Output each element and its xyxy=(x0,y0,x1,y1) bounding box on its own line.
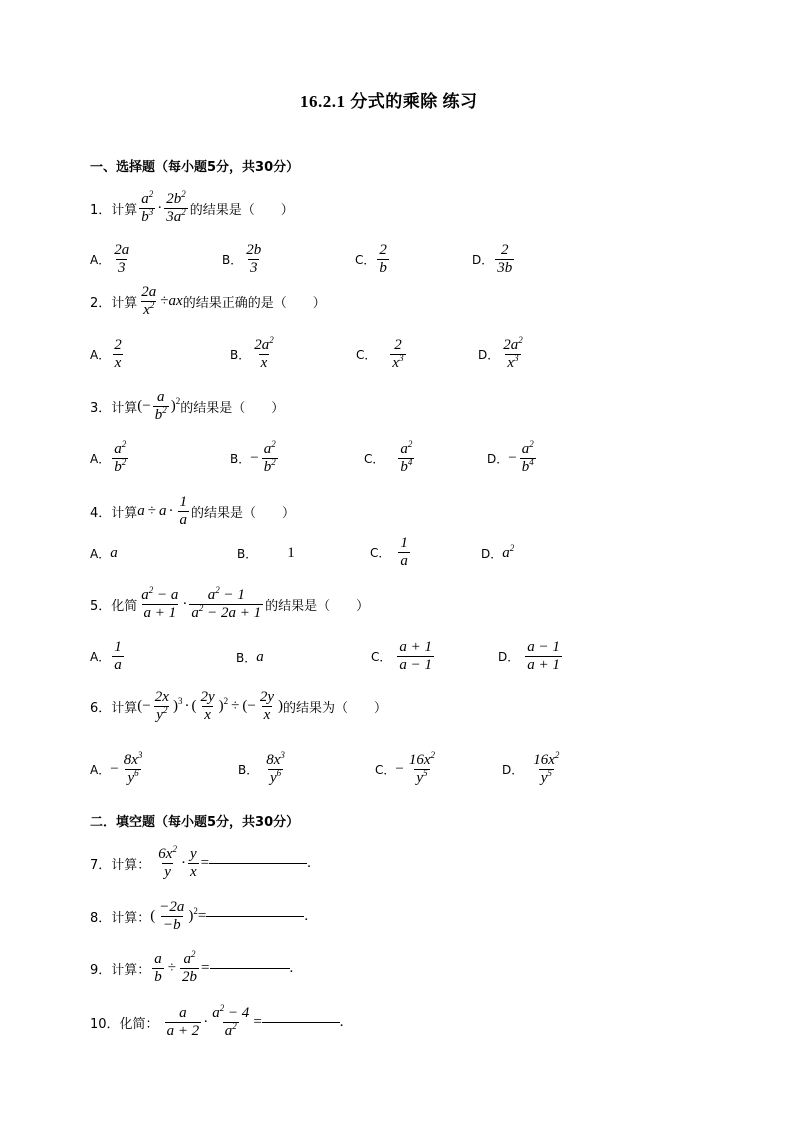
answer-blank[interactable] xyxy=(262,1022,340,1023)
option-c: C． $\frac{2}{x^3}$ xyxy=(356,337,404,371)
option-c: C． $\frac{2}{b}$ xyxy=(355,242,387,276)
option-b: B． 1 xyxy=(237,545,295,561)
question-6: 6． 计算 ( − $\frac{2x}{y^2}$ )$^3$ · ( $\frac{2y}{x}$ )$^2$ ÷ ( − $\frac{2y}{x}$ ) 的结果为（ ） xyxy=(90,689,387,723)
option-b: B． − $\frac{a^2}{b^2}$ xyxy=(230,439,276,475)
question-8: 8． 计算： ( $\frac{-2a}{-b}$ )$^2$ = . xyxy=(90,899,309,933)
question-prefix: 计算 xyxy=(111,203,138,218)
option-c: C． $\frac{a^2}{b^4}$ xyxy=(364,439,413,475)
section-heading-choice: 一、选择题（每小题5分，共30分） xyxy=(90,160,300,175)
option-d: D． $\frac{2}{3b}$ xyxy=(472,242,513,276)
question-3: 3． 计算 ( − $\frac{a}{b^2}$ )$^2$ 的结果是（ ） xyxy=(90,389,285,423)
option-d: D． $a^2$ xyxy=(481,543,515,561)
option-a: A． $\frac{2}{x}$ xyxy=(90,337,122,371)
option-c: C． $\frac{a + 1}{a - 1}$ xyxy=(371,639,433,673)
question-number: 1． xyxy=(90,203,112,218)
option-a: A． a xyxy=(90,545,118,561)
answer-blank[interactable] xyxy=(209,863,307,864)
option-a: A． $\frac{1}{a}$ xyxy=(90,639,122,673)
option-a: A． − $\frac{8x^3}{y^6}$ xyxy=(90,750,143,786)
section-heading-fill: 二．填空题（每小题5分，共30分） xyxy=(90,815,300,830)
option-b: B． $\frac{8x^3}{y^6}$ xyxy=(238,750,285,786)
option-d: D． $\frac{a - 1}{a + 1}$ xyxy=(498,639,560,673)
option-b: B． a xyxy=(236,649,264,665)
option-b: B． $\frac{2b}{3}$ xyxy=(222,242,262,276)
option-d: D． − $\frac{a^2}{b^4}$ xyxy=(487,439,534,475)
question-4: 4． 计算 a ÷ a · $\frac{1}{a}$ 的结果是（ ） xyxy=(90,494,296,528)
question-10: 10． 化简： $\frac{a}{a + 2}$ · $\frac{a^2 - 4}{a^2}$ = . xyxy=(90,1003,344,1039)
fraction: $\frac{2a}{x^2}$ xyxy=(141,284,157,318)
option-c: C． $\frac{1}{a}$ xyxy=(370,535,408,569)
option-c: C． − $\frac{16x^2}{y^5}$ xyxy=(375,750,436,786)
fraction: $\frac{a^2}{b^3}$ xyxy=(141,189,154,225)
question-5: 5． 化简 $\frac{a^2 - a}{a + 1}$ · $\frac{a^2 - 1}{a^2 - 2a + 1}$ 的结果是（ ） xyxy=(90,585,370,621)
option-b: B． $\frac{2a^2}{x}$ xyxy=(230,335,274,371)
question-9: 9． 计算： $\frac{a}{b}$ ÷ $\frac{a^2}{2b}$ = . xyxy=(90,949,294,985)
fraction: $\frac{2b^2}{3a^2}$ xyxy=(166,189,186,225)
question-1 xyxy=(90,191,294,226)
option-d: D． $\frac{16x^2}{y^5}$ xyxy=(502,750,560,786)
option-d: D． $\frac{2a^2}{x^3}$ xyxy=(478,335,523,371)
answer-blank[interactable] xyxy=(206,916,304,917)
times-sign: · xyxy=(157,200,163,216)
answer-blank[interactable] xyxy=(210,968,290,969)
question-7: 7． 计算： $\frac{6x^2}{y}$ · $\frac{y}{x}$ = . xyxy=(90,844,311,880)
option-a: A． $\frac{a^2}{b^2}$ xyxy=(90,439,127,475)
page-title: 16.2.1 分式的乘除 练习 xyxy=(300,92,478,111)
question-suffix: 的结果是（ ） xyxy=(189,203,294,218)
question-2: 2． 计算 $\frac{2a}{x^2}$ ÷ ax 的结果正确的是（ ） xyxy=(90,284,326,318)
option-a: A． $\frac{2a}{3}$ xyxy=(90,242,130,276)
